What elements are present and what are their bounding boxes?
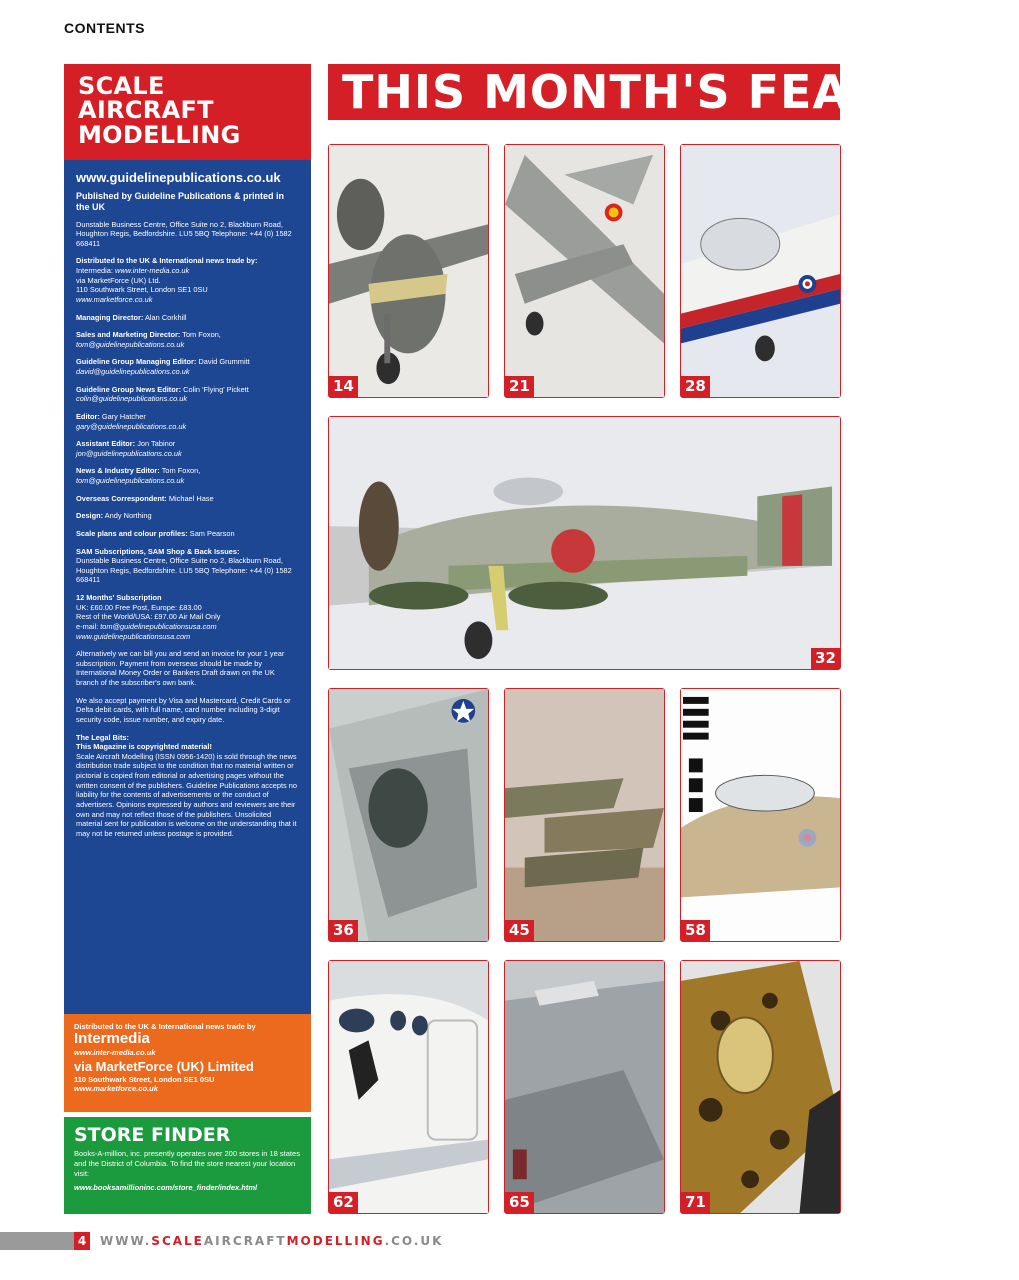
aircraft-photo [505, 145, 664, 397]
distribution-line: via MarketForce (UK) Ltd. [76, 275, 161, 285]
aircraft-photo [505, 961, 664, 1213]
staff-assistant-editor: Assistant Editor: Jon Tabinor jon@guidelinepublications.co.uk [76, 439, 182, 458]
intermedia-name: Intermedia [74, 1030, 150, 1048]
aircraft-photo [329, 145, 488, 397]
page-number: 65 [505, 1192, 534, 1213]
usa-site-link[interactable]: www.guidelinepublicationsusa.com [76, 631, 191, 641]
email-link[interactable]: colin@guidelinepublications.co.uk [76, 394, 188, 404]
email-link[interactable]: gary@guidelinepublications.co.uk [76, 421, 187, 431]
footer-bar [0, 1232, 74, 1250]
email-link[interactable]: tom@guidelinepublications.co.uk [76, 476, 185, 486]
aircraft-photo [681, 689, 840, 941]
feature-tile[interactable] [504, 960, 665, 1214]
masthead-line: AIRCRAFT [78, 96, 214, 125]
feature-tile[interactable] [328, 416, 841, 670]
email-link[interactable]: tom@guidelinepublicationsusa.com [100, 621, 217, 631]
publisher-address: Dunstable Business Centre, Office Suite no 2, Blackburn Road, Houghton Regis, Bedfordshire. LU5 5BQ Telephone: +44 (0) 1582 668411 [76, 219, 292, 248]
aircraft-photo [329, 961, 488, 1213]
published-by: Published by Guideline Publications & printed in the UK [76, 191, 285, 212]
footer-website-url[interactable]: WWW.SCALEAIRCRAFTMODELLING.CO.UK [100, 1234, 444, 1248]
aircraft-photo [681, 145, 840, 397]
footer-page-number: 4 [74, 1232, 90, 1250]
distribution-line: Intermedia: [76, 266, 116, 276]
feature-tile[interactable] [680, 688, 841, 942]
subscriptions-block: SAM Subscriptions, SAM Shop & Back Issues: Dunstable Business Centre, Office Suite no 2, Blackburn Road, Houghton Regis, Bedfordshire. LU5 5BQ Telephone: +44 (0) 1582 668411 [76, 546, 292, 585]
page-number: 58 [681, 920, 710, 941]
page-number: 21 [505, 376, 534, 397]
marketforce-link[interactable]: www.marketforce.co.uk [74, 1084, 158, 1094]
staff-group-managing-editor: Guideline Group Managing Editor: David Grummitt david@guidelinepublications.co.uk [76, 357, 250, 377]
aircraft-photo [505, 689, 664, 941]
staff-group-news-editor: Guideline Group News Editor: Colin 'Flying' Pickett colin@guidelinepublications.co.uk [76, 384, 249, 404]
aircraft-photo [681, 961, 840, 1213]
store-finder-text: Books-A-million, inc. presently operates over 200 stores in 18 states and the District of Columbia. To find the store nearest your location visit: [74, 1148, 300, 1179]
page-number: 28 [681, 376, 710, 397]
marketforce-link[interactable]: www.marketforce.co.uk [76, 294, 153, 304]
store-finder-panel [64, 1117, 311, 1214]
card-payment-paragraph: We also accept payment by Visa and Mastercard, Credit Cards or Delta debit cards, with full name, card number including 3-digit security code, issue number, and expiry date. [76, 695, 291, 724]
email-link[interactable]: david@guidelinepublications.co.uk [76, 367, 190, 377]
marketforce-name: via MarketForce (UK) Limited [74, 1059, 254, 1075]
publisher-url[interactable]: www.guidelinepublications.co.uk [76, 170, 281, 185]
page-number: 32 [811, 648, 840, 669]
intermedia-link[interactable]: www.inter-media.co.uk [115, 266, 190, 276]
features-header: THIS MONTH'S FEATURES [328, 64, 840, 120]
page-number: 71 [681, 1192, 710, 1213]
staff-news-industry-editor: News & Industry Editor: Tom Foxon, tom@guidelinepublications.co.uk [76, 466, 201, 486]
page-number: 36 [329, 920, 358, 941]
legal-block: The Legal Bits: This Magazine is copyrighted material! Scale Aircraft Modelling (ISSN 0956-1420) is sold through the news distribution trade subject to the condition that no material written or pictorial is copied from editorial or advertising pages without the written consent of the publishers. Guideline Publications accepts no liability for the contents of advertisements or the conduct of advertisers. Opinions expressed by authors and reviewers are their own and may not reflect those of the publishers. Unsolicited material sent for publication is welcome on the understanding that it may not be returned unless postage is provided. [76, 732, 298, 838]
magazine-masthead [64, 64, 311, 160]
distribution-block [76, 256, 299, 304]
intermedia-link[interactable]: www.inter-media.co.uk [74, 1047, 156, 1057]
page-number: 14 [329, 376, 358, 397]
feature-tile[interactable] [328, 960, 489, 1214]
store-finder-link[interactable]: www.booksamillioninc.com/store_finder/index.html [74, 1183, 258, 1193]
staff-scale-plans: Scale plans and colour profiles: Sam Pearson [76, 528, 235, 538]
feature-tile[interactable] [328, 144, 489, 398]
staff-managing-director: Managing Director: Alan Corkhill [76, 312, 187, 322]
staff-editor: Editor: Gary Hatcher gary@guidelinepublications.co.uk [76, 411, 187, 431]
aircraft-photo [329, 689, 488, 941]
staff-design: Design: Andy Northing [76, 511, 152, 521]
feature-tile[interactable] [504, 688, 665, 942]
masthead-line: MODELLING [78, 120, 241, 149]
feature-tile[interactable] [680, 144, 841, 398]
email-link[interactable]: tom@guidelinepublications.co.uk [76, 339, 185, 349]
subscription-prices: 12 Months' Subscription UK: £60.00 Free Post, Europe: £83.00 Rest of the World/USA: £97.00 Air Mail Only e-mail: tom@guidelinepublicationsusa.com www.guidelinepublicationsusa.com [76, 593, 221, 641]
marketforce-address: 110 Southwark Street, London SE1 0SU [74, 1074, 215, 1084]
email-link[interactable]: jon@guidelinepublications.co.uk [76, 448, 182, 458]
aircraft-photo [329, 417, 840, 669]
distribution-line: 110 Southwark Street, London SE1 0SU [76, 285, 208, 295]
distribution-label: Distributed to the UK & International news trade by: [76, 256, 258, 266]
masthead-line: SCALE [78, 72, 165, 100]
staff-sales-director: Sales and Marketing Director: Tom Foxon, tom@guidelinepublications.co.uk [76, 330, 221, 349]
feature-tile[interactable] [328, 688, 489, 942]
invoice-paragraph: Alternatively we can bill you and send an invoice for your 1 year subscription. Payment from overseas should be made by International Money Order or Bankers Draft drawn on the UK branch of the subscriber's own bank. [76, 649, 285, 688]
page-number: 62 [329, 1192, 358, 1213]
feature-tile[interactable] [504, 144, 665, 398]
distribution-heading: Distributed to the UK & International news trade by [74, 1022, 256, 1031]
distribution-panel [64, 1014, 311, 1112]
publisher-info-panel [64, 160, 311, 1014]
section-label: CONTENTS [64, 20, 145, 36]
store-finder-title: STORE FINDER [74, 1124, 231, 1146]
feature-tile[interactable] [680, 960, 841, 1214]
page-number: 45 [505, 920, 534, 941]
staff-overseas-correspondent: Overseas Correspondent: Michael Hase [76, 493, 214, 503]
